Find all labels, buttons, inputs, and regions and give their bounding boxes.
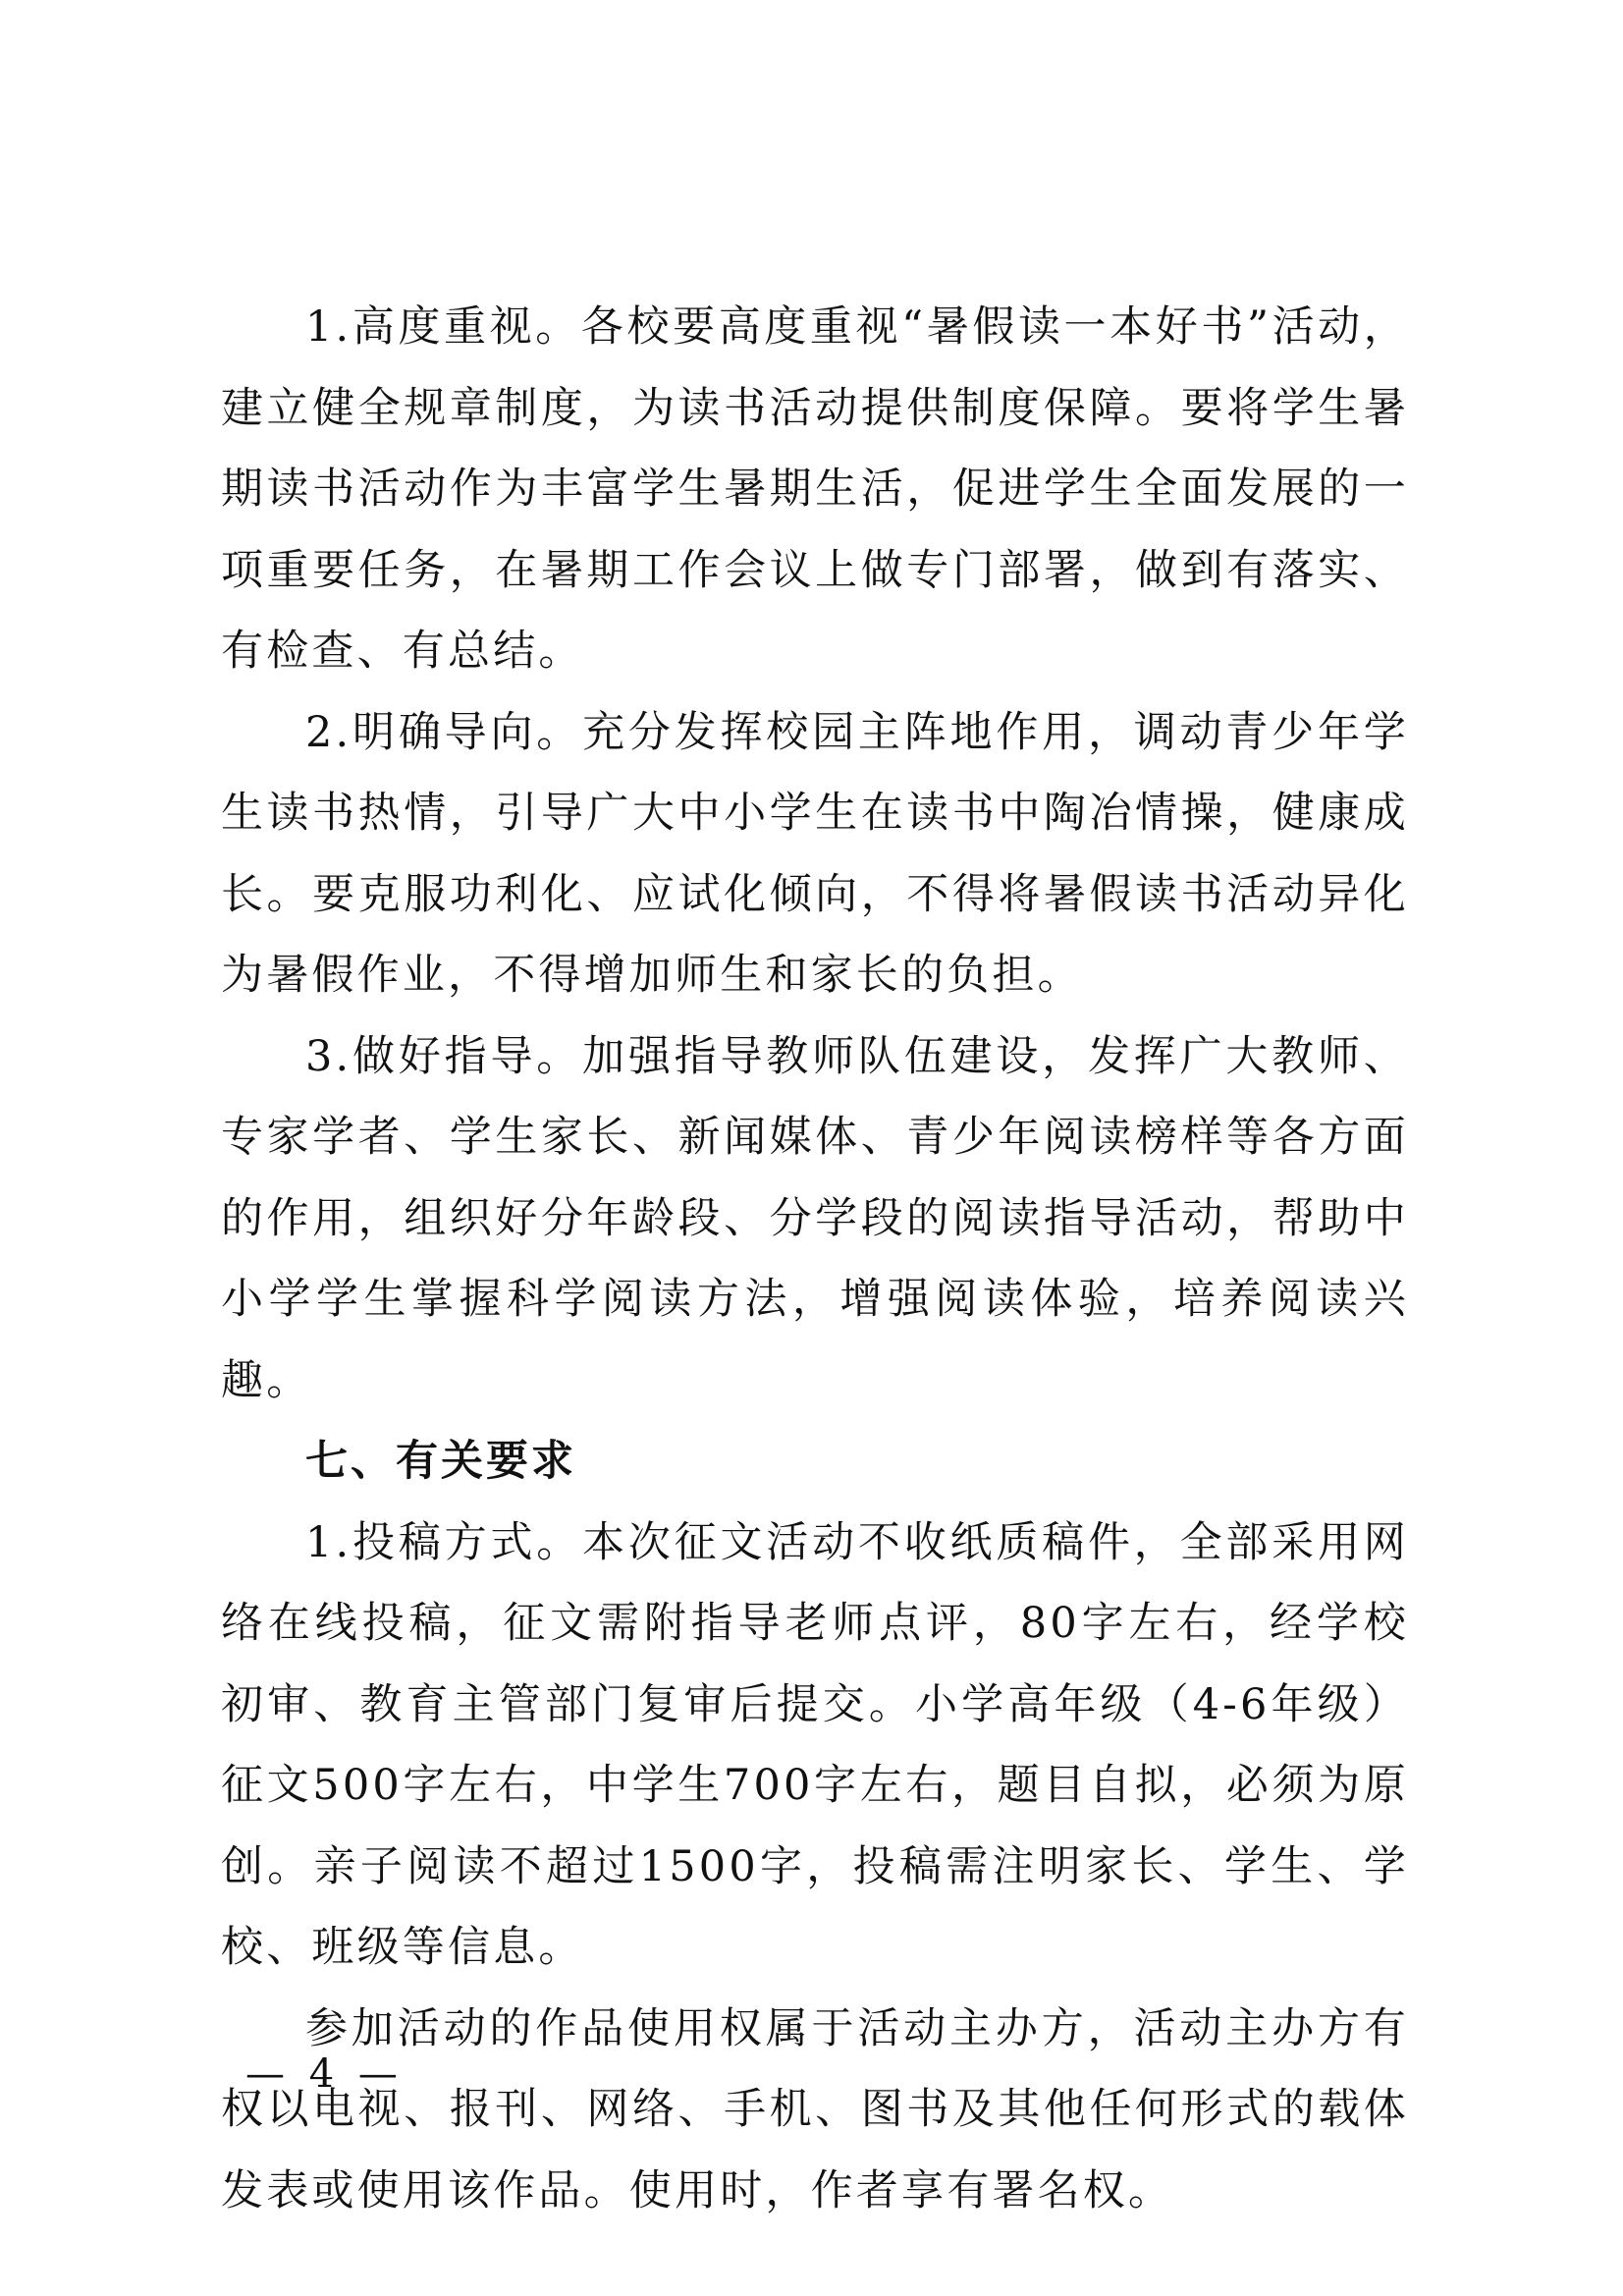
paragraph-clear-orientation: 2.明确导向。充分发挥校园主阵地作用，调动青少年学生读书热情，引导广大中小学生在读书中陶冶情操，健康成长。要克服功利化、应试化倾向，不得将暑假读书活动异化为暑假作业，不得增加师生和家长的负担。 xyxy=(221,707,1409,1000)
page-number: — 4 — xyxy=(245,2051,404,2097)
paragraph-usage-rights: 参加活动的作品使用权属于活动主办方，活动主办方有权以电视、报刊、网络、手机、图书及其他任何形式的载体发表或使用该作品。使用时，作者享有署名权。 xyxy=(221,2003,1409,2215)
paragraph-provide-guidance: 3.做好指导。加强指导教师队伍建设，发挥广大教师、专家学者、学生家长、新闻媒体、青少年阅读榜样等各方面的作用，组织好分年龄段、分学段的阅读指导活动，帮助中小学学生掌握科学阅读方法，增强阅读体验，培养阅读兴趣。 xyxy=(221,1031,1409,1405)
section-heading-requirements: 七、有关要求 xyxy=(305,1437,576,1486)
document-body xyxy=(221,287,1409,2231)
paragraph-attach-importance: 1.高度重视。各校要高度重视“暑假读一本好书”活动，建立健全规章制度，为读书活动提供制度保障。要将学生暑期读书活动作为丰富学生暑期生活，促进学生全面发展的一项重要任务，在暑期工作会议上做专门部署，做到有落实、有检查、有总结。 xyxy=(221,302,1409,676)
paragraph-submission-method: 1.投稿方式。本次征文活动不收纸质稿件，全部采用网络在线投稿，征文需附指导老师点评，80字左右，经学校初审、教育主管部门复审后提交。小学高年级（4-6年级）征文500字左右，中学生700字左右，题目自拟，必须为原创。亲子阅读不超过1500字，投稿需注明家长、学生、学校、班级等信息。 xyxy=(221,1517,1409,1972)
